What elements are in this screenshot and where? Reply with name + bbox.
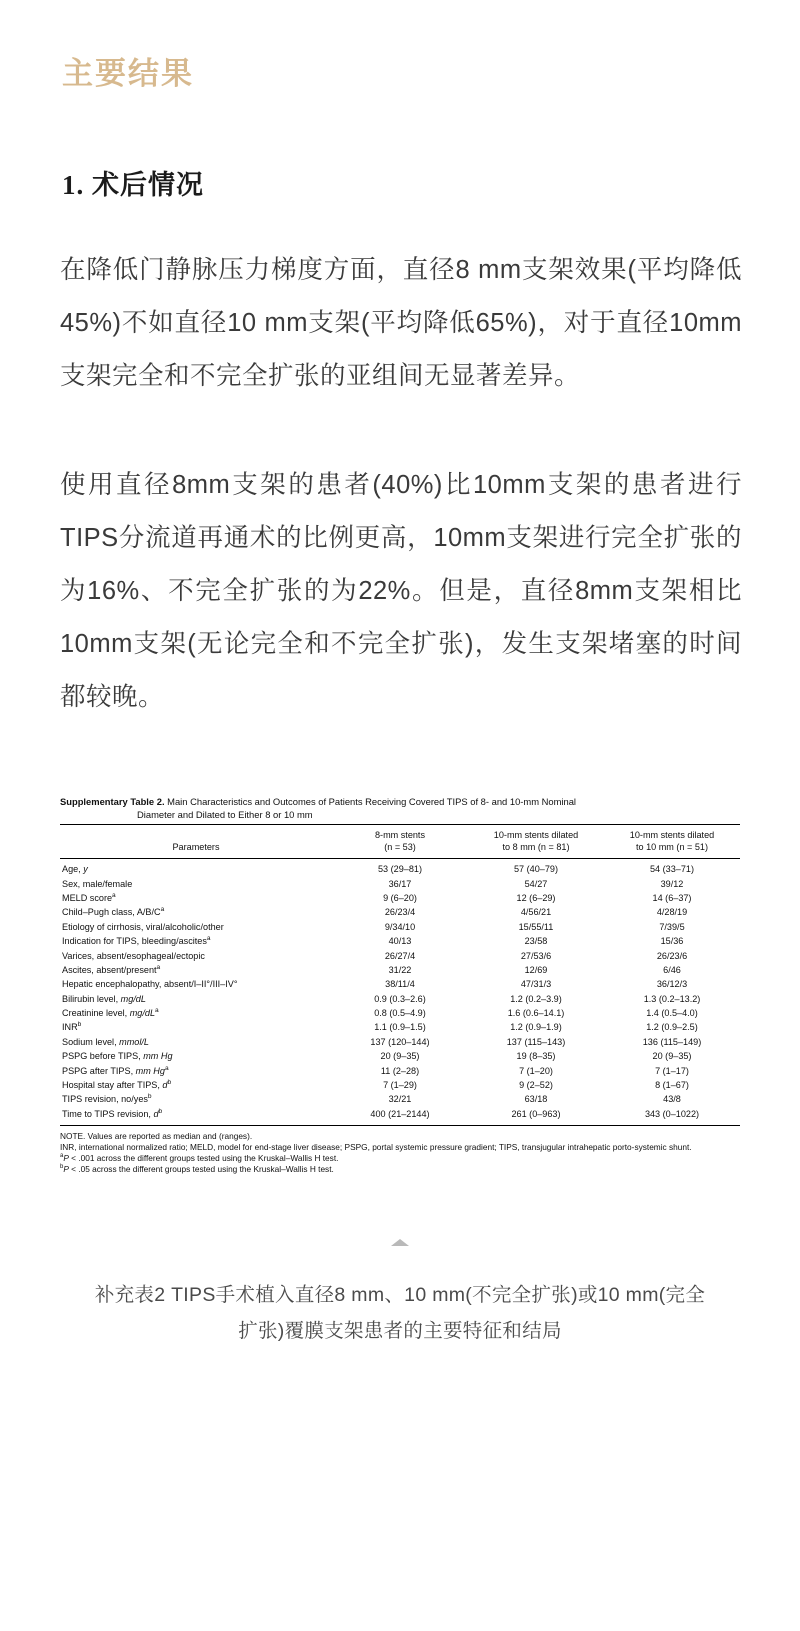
column-header-10mm-to-8-line1: 10-mm stents dilated bbox=[493, 830, 579, 841]
row-parameter: Varices, absent/esophageal/ectopic bbox=[62, 950, 205, 961]
row-value-2: 23/58 bbox=[524, 936, 548, 947]
row-parameter: PSPG after TIPS, mm Hg$^a$ bbox=[62, 1064, 169, 1076]
row-value-2: 57 (40–79) bbox=[514, 864, 558, 875]
table-row bbox=[60, 905, 740, 919]
row-value-1: 11 (2–28) bbox=[380, 1065, 420, 1076]
row-parameter: TIPS revision, no/yes$^b$ bbox=[62, 1093, 152, 1105]
row-parameter: Sodium level, mmol/L bbox=[62, 1036, 149, 1047]
table-row bbox=[60, 1020, 740, 1034]
table-row bbox=[60, 891, 740, 905]
row-value-3: 36/12/3 bbox=[656, 979, 688, 990]
row-value-3: 14 (6–37) bbox=[652, 892, 692, 903]
row-value-3: 43/8 bbox=[663, 1094, 681, 1105]
column-header-10mm-to-10 bbox=[604, 825, 740, 859]
row-value-2: 12 (6–29) bbox=[516, 892, 556, 903]
table-body bbox=[60, 859, 740, 1125]
column-header-8mm bbox=[332, 825, 468, 859]
row-value-1: 400 (21–2144) bbox=[370, 1108, 430, 1119]
table-row bbox=[60, 859, 740, 877]
row-value-2: 137 (115–143) bbox=[506, 1036, 566, 1047]
table-note-3: $^b$P < .05 across the different groups tested using the Kruskal–Wallis H test. bbox=[60, 1164, 334, 1175]
table-row bbox=[60, 920, 740, 934]
row-value-3: 343 (0–1022) bbox=[644, 1108, 700, 1119]
table-head bbox=[60, 825, 740, 859]
row-value-1: 1.1 (0.9–1.5) bbox=[374, 1022, 426, 1033]
row-parameter: PSPG before TIPS, mm Hg bbox=[62, 1051, 173, 1062]
row-value-2: 9 (2–52) bbox=[519, 1080, 553, 1091]
table-row bbox=[60, 1049, 740, 1063]
table-notes bbox=[60, 1131, 740, 1175]
row-value-1: 9 (6–20) bbox=[383, 892, 417, 903]
row-value-3: 6/46 bbox=[663, 964, 681, 975]
column-header-10mm-to-8 bbox=[468, 825, 604, 859]
row-value-3: 136 (115–149) bbox=[642, 1036, 702, 1047]
row-value-1: 31/22 bbox=[388, 964, 412, 975]
table-row bbox=[60, 1078, 740, 1092]
column-header-8mm-line1: 8-mm stents bbox=[374, 830, 426, 841]
row-value-1: 40/13 bbox=[388, 936, 412, 947]
row-value-3: 39/12 bbox=[660, 878, 684, 889]
row-value-2: 12/69 bbox=[524, 964, 548, 975]
table-row bbox=[60, 1092, 740, 1106]
row-value-3: 20 (9–35) bbox=[652, 1051, 692, 1062]
table-note-1: INR, international normalized ratio; MELD, model for end-stage liver disease; PSPG, portal systemic pressure gradient; TIPS, transjugular intrahepatic porto-systemic shunt. bbox=[60, 1142, 692, 1153]
row-value-3: 8 (1–67) bbox=[655, 1080, 689, 1091]
row-value-2: 7 (1–20) bbox=[519, 1065, 553, 1076]
row-value-1: 0.9 (0.3–2.6) bbox=[374, 993, 426, 1004]
row-value-1: 26/27/4 bbox=[384, 950, 416, 961]
row-value-1: 53 (29–81) bbox=[378, 864, 422, 875]
row-value-1: 0.8 (0.5–4.9) bbox=[374, 1008, 426, 1019]
row-value-1: 26/23/4 bbox=[384, 907, 416, 918]
body-paragraph-1: 在降低门静脉压力梯度方面，直径8 mm支架效果(平均降低45%)不如直径10 mm支架(平均降低65%)，对于直径10mm支架完全和不完全扩张的亚组间无显著差异。 bbox=[60, 256, 742, 390]
table-bottom-rule bbox=[60, 1125, 740, 1126]
row-parameter: Bilirubin level, mg/dL bbox=[62, 993, 146, 1004]
table-note-0: NOTE. Values are reported as median and (ranges). bbox=[60, 1131, 253, 1142]
row-parameter: Etiology of cirrhosis, viral/alcoholic/other bbox=[62, 921, 224, 932]
row-value-2: 19 (8–35) bbox=[516, 1051, 556, 1062]
table-note-2: $^a$P < .001 across the different groups tested using the Kruskal–Wallis H test. bbox=[60, 1153, 339, 1164]
row-value-2: 1.2 (0.9–1.9) bbox=[510, 1022, 562, 1033]
table-row bbox=[60, 992, 740, 1006]
row-value-2: 261 (0–963) bbox=[511, 1108, 561, 1119]
table-row bbox=[60, 934, 740, 948]
scroll-up-indicator bbox=[58, 1233, 742, 1251]
table-header-row bbox=[60, 825, 740, 859]
row-parameter: Age, y bbox=[62, 864, 88, 875]
row-parameter: Hospital stay after TIPS, $d^b$ bbox=[62, 1079, 172, 1091]
row-parameter: Ascites, absent/present$^a$ bbox=[62, 963, 161, 975]
row-value-2: 1.6 (0.6–14.1) bbox=[507, 1008, 565, 1019]
row-value-1: 7 (1–29) bbox=[383, 1080, 417, 1091]
row-parameter: Child–Pugh class, $A/B/C^a$ bbox=[62, 906, 165, 918]
subsection-title: 1. 术后情况 bbox=[62, 170, 204, 200]
supplementary-table-figure bbox=[58, 796, 742, 1175]
row-value-3: 7/39/5 bbox=[659, 921, 685, 932]
row-value-3: 54 (33–71) bbox=[650, 864, 694, 875]
data-table bbox=[60, 824, 740, 1125]
column-header-parameters-label: Parameters bbox=[172, 841, 220, 852]
triangle-up-icon bbox=[391, 1239, 409, 1246]
table-row bbox=[60, 963, 740, 977]
table-caption-line2: Diameter and Dilated to Either 8 or 10 mm bbox=[137, 808, 313, 820]
body-paragraph-2: 使用直径8mm支架的患者(40%)比10mm支架的患者进行TIPS分流道再通术的比例更高，10mm支架进行完全扩张的为16%、不完全扩张的为22%。但是，直径8mm支架相比10mm支架(无论完全和不完全扩张)，发生支架堵塞的时间都较晚。 bbox=[60, 471, 742, 711]
row-value-3: 1.3 (0.2–13.2) bbox=[643, 993, 701, 1004]
table-caption-line1: Main Characteristics and Outcomes of Patients Receiving Covered TIPS of 8- and 10-mm Nominal bbox=[167, 796, 577, 807]
row-value-3: 1.2 (0.9–2.5) bbox=[646, 1022, 698, 1033]
row-value-2: 15/55/11 bbox=[518, 921, 554, 932]
row-parameter: Creatinine level, $mg/dL^a$ bbox=[62, 1007, 159, 1019]
figure-caption: 补充表2 TIPS手术植入直径8 mm、10 mm(不完全扩张)或10 mm(完全扩张)覆膜支架患者的主要特征和结局 bbox=[94, 1283, 706, 1342]
table-row bbox=[60, 1064, 740, 1078]
table-row bbox=[60, 1006, 740, 1020]
row-value-1: 137 (120–144) bbox=[370, 1036, 430, 1047]
row-value-3: 1.4 (0.5–4.0) bbox=[646, 1008, 698, 1019]
column-header-10mm-to-10-line1: 10-mm stents dilated bbox=[629, 830, 715, 841]
row-value-1: 9/34/10 bbox=[384, 921, 416, 932]
row-value-3: 4/28/19 bbox=[656, 907, 688, 918]
row-parameter: Indication for TIPS, bleeding/ascites$^a$ bbox=[62, 935, 211, 947]
column-header-10mm-to-10-line2: to 10 mm (n = 51) bbox=[635, 841, 709, 852]
row-value-2: 27/53/6 bbox=[520, 950, 552, 961]
row-value-1: 32/21 bbox=[388, 1094, 412, 1105]
row-parameter: Time to TIPS revision, $d^b$ bbox=[62, 1107, 163, 1119]
row-parameter: INR$^b$ bbox=[62, 1021, 82, 1033]
table-caption-label: Supplementary Table 2. bbox=[60, 796, 165, 807]
row-parameter: Hepatic encephalopathy, absent/I–II°/III–IV° bbox=[62, 979, 238, 990]
row-value-2: 4/56/21 bbox=[520, 907, 552, 918]
row-value-2: 54/27 bbox=[524, 878, 548, 889]
table-row bbox=[60, 1107, 740, 1125]
page-title: 主要结果 bbox=[62, 56, 194, 91]
row-value-1: 38/11/4 bbox=[385, 979, 415, 990]
row-value-2: 63/18 bbox=[524, 1094, 548, 1105]
row-parameter: Sex, male/female bbox=[62, 878, 133, 889]
table-row bbox=[60, 948, 740, 962]
row-value-2: 1.2 (0.2–3.9) bbox=[510, 993, 562, 1004]
row-parameter: MELD score$^a$ bbox=[62, 891, 116, 903]
row-value-2: 47/31/3 bbox=[520, 979, 552, 990]
table-row bbox=[60, 1035, 740, 1049]
row-value-3: 7 (1–17) bbox=[655, 1065, 689, 1076]
column-header-10mm-to-8-line2: to 8 mm (n = 81) bbox=[502, 841, 570, 852]
table-caption bbox=[60, 796, 740, 821]
row-value-3: 15/36 bbox=[660, 936, 684, 947]
table-row bbox=[60, 876, 740, 890]
column-header-parameters bbox=[60, 825, 332, 859]
column-header-8mm-line2: (n = 53) bbox=[384, 841, 416, 852]
row-value-1: 36/17 bbox=[388, 878, 412, 889]
row-value-3: 26/23/6 bbox=[656, 950, 688, 961]
row-value-1: 20 (9–35) bbox=[380, 1051, 420, 1062]
table-row bbox=[60, 977, 740, 991]
